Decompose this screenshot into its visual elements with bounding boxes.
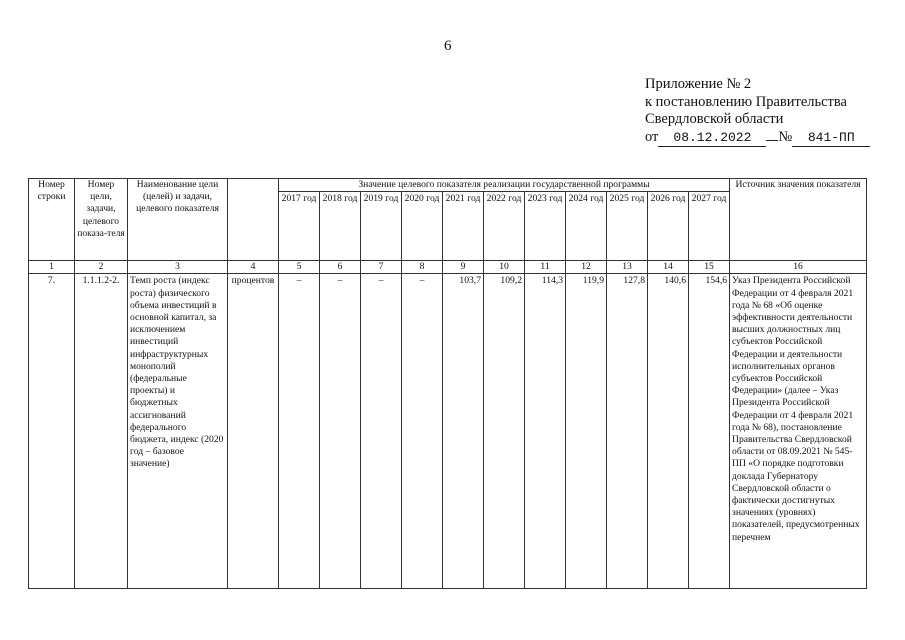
header-year: 2023 год: [525, 192, 566, 261]
column-number: 14: [648, 261, 689, 274]
value-cell-2020: –: [402, 274, 443, 589]
value-cell-2023: 114,3: [525, 274, 566, 589]
column-number: 12: [566, 261, 607, 274]
column-number: 5: [279, 261, 320, 274]
appendix-header: [645, 76, 870, 147]
resolution-date: 08.12.2022: [658, 129, 766, 148]
column-number: 10: [484, 261, 525, 274]
column-number: 7: [361, 261, 402, 274]
header-year: 2017 год: [279, 192, 320, 261]
header-year: 2027 год: [689, 192, 730, 261]
header-year: 2025 год: [607, 192, 648, 261]
header-year: 2022 год: [484, 192, 525, 261]
column-number: 3: [128, 261, 228, 274]
value-cell-2025: 127,8: [607, 274, 648, 589]
column-number: 16: [730, 261, 867, 274]
from-label: от: [645, 128, 659, 145]
unit-cell: процентов: [228, 274, 279, 589]
page-number: 6: [444, 38, 452, 54]
header-year: 2018 год: [320, 192, 361, 261]
value-cell-2017: –: [279, 274, 320, 589]
column-number: 2: [75, 261, 128, 274]
table-row: [29, 274, 867, 589]
resolution-number: 841-ПП: [792, 129, 870, 148]
column-number: 4: [228, 261, 279, 274]
value-cell-2021: 103,7: [443, 274, 484, 589]
header-year: 2020 год: [402, 192, 443, 261]
goal-name-cell: Темп роста (индекс роста) физического объема инвестиций в основной капитал, за исключением инвестиций инфраструктурных монополий (федеральные проекты) и бюджетных ассигнований федерального бюджета, индекс (2020 год – базовое значение): [128, 274, 228, 589]
header-source: Источник значения показателя: [730, 179, 867, 261]
header-year: 2019 год: [361, 192, 402, 261]
column-number-row: [29, 261, 867, 274]
column-number: 15: [689, 261, 730, 274]
column-number: 8: [402, 261, 443, 274]
value-cell-2022: 109,2: [484, 274, 525, 589]
header-year: 2021 год: [443, 192, 484, 261]
underline-gap: [766, 140, 778, 141]
value-cell-2026: 140,6: [648, 274, 689, 589]
appendix-signature-line: [645, 129, 870, 148]
value-cell-2018: –: [320, 274, 361, 589]
column-number: 11: [525, 261, 566, 274]
column-number: 6: [320, 261, 361, 274]
header-value-group: Значение целевого показателя реализации государственной программы: [279, 179, 730, 192]
column-number: 9: [443, 261, 484, 274]
header-goal-number: Номер цели, задачи, целевого показа-теля: [75, 179, 128, 261]
goal-number-cell: 1.1.1.2-2.: [75, 274, 128, 589]
header-year: 2024 год: [566, 192, 607, 261]
appendix-title: Приложение № 2: [645, 76, 752, 92]
value-cell-2024: 119,9: [566, 274, 607, 589]
row-number-cell: 7.: [29, 274, 75, 589]
header-row-number: Номер строки: [29, 179, 75, 261]
value-cell-2019: –: [361, 274, 402, 589]
number-label: №: [778, 128, 793, 145]
source-cell: Указ Президента Российской Федерации от 4 февраля 2021 года № 68 «Об оценке эффективности деятельности высших должностных лиц субъектов Российской Федерации и деятельности исполнительных органов субъектов Российской Федерации» (далее – Указ Президента Российской Федерации от 4 февраля 2021 года № 68), постановление Правительства Свердловской области от 08.09.2021 № 545-ПП «О порядке подготовки доклада Губернатору Свердловской области о фактически достигнутых значениях (уровнях) показателей, предусмотренных перечнем: [730, 274, 867, 589]
indicators-table: [28, 178, 867, 589]
appendix-line-region: Свердловской области: [645, 111, 784, 127]
header-unit: [228, 179, 279, 261]
value-cell-2027: 154,6: [689, 274, 730, 589]
header-goal-name: Наименование цели (целей) и задачи, целевого показателя: [128, 179, 228, 261]
appendix-line-resolution: к постановлению Правительства: [645, 93, 847, 110]
header-year: 2026 год: [648, 192, 689, 261]
column-number: 1: [29, 261, 75, 274]
column-number: 13: [607, 261, 648, 274]
